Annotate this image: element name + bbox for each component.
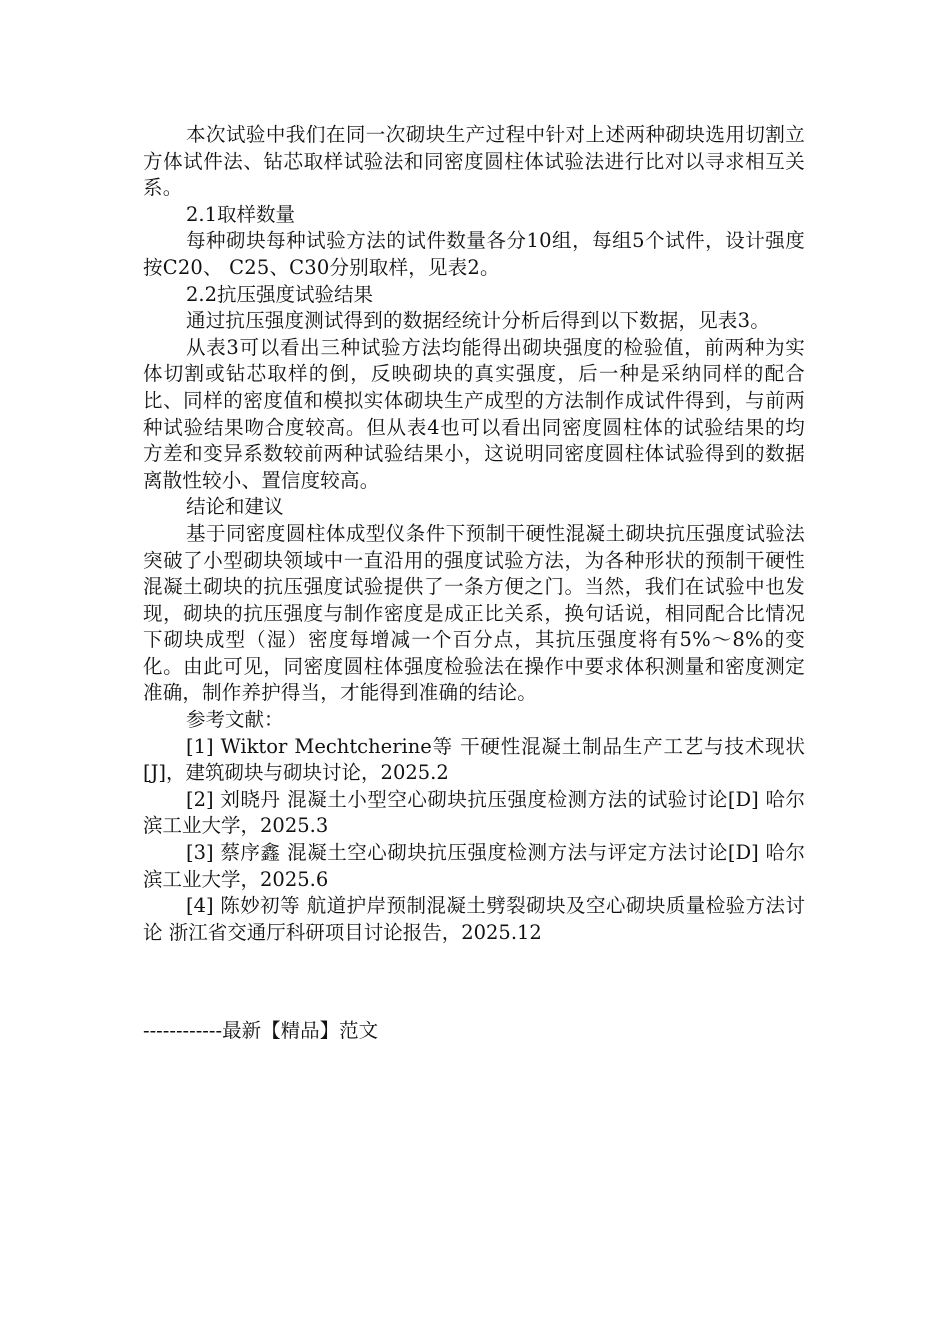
paragraph-sample-count: 每种砌块每种试验方法的试件数量各分10组，每组5个试件，设计强度按C20、 C25、C30分别取样，见表2。 bbox=[143, 229, 805, 279]
heading-test-results: 2.2抗压强度试验结果 bbox=[186, 282, 374, 306]
paragraph-conclusion: 基于同密度圆柱体成型仪条件下预制干硬性混凝土砌块抗压强度试验法突破了小型砌块领域中一直沿用的强度试验方法，为各种形状的预制干硬性混凝土砌块的抗压强度试验提供了一条方便之门。当然，我们在试验中也发现，砌块的抗压强度与制作密度是成正比关系，换句话说，相同配合比情况下砌块成型（湿）密度每增减一个百分点，其抗压强度将有5%～8%的变化。由此可见，同密度圆柱体强度检验法在操作中要求体积测量和密度测定准确，制作养护得当，才能得到准确的结论。 bbox=[143, 521, 805, 705]
paragraph-intro: 本次试验中我们在同一次砌块生产过程中针对上述两种砌块选用切割立方体试件法、钻芯取样试验法和同密度圆柱体试验法进行比对以寻求相互关系。 bbox=[143, 123, 805, 200]
heading-references: 参考文献： bbox=[186, 708, 284, 732]
reference-item-3: [3] 蔡序鑫 混凝土空心砌块抗压强度检测方法与评定方法讨论[D] 哈尔滨工业大学，2025.6 bbox=[143, 841, 805, 891]
heading-sample-count: 2.1取样数量 bbox=[186, 202, 296, 226]
paragraph-test-results: 通过抗压强度测试得到的数据经统计分析后得到以下数据，见表3。 bbox=[186, 309, 770, 333]
reference-item-4: [4] 陈妙初等 航道护岸预制混凝土劈裂砌块及空心砌块质量检验方法讨论 浙江省交通厅科研项目讨论报告，2025.12 bbox=[143, 894, 805, 944]
heading-conclusion: 结论和建议 bbox=[186, 495, 284, 519]
reference-item-2: [2] 刘晓丹 混凝土小型空心砌块抗压强度检测方法的试验讨论[D] 哈尔滨工业大学，2025.3 bbox=[143, 787, 805, 838]
reference-item-1: [1] Wiktor Mechtcherine等 干硬性混凝土制品生产工艺与技术现状[J]，建筑砌块与砌块讨论，2025.2 bbox=[143, 734, 805, 785]
footer-text: ------------最新【精品】范文 bbox=[143, 1019, 379, 1042]
document-body bbox=[143, 122, 805, 946]
paragraph-analysis: 从表3可以看出三种试验方法均能得出砌块强度的检验值，前两种为实体切割或钻芯取样的倒，反映砌块的真实强度，后一种是采纳同样的配合比、同样的密度值和模拟实体砌块生产成型的方法制作成试件得到，与前两种试验结果吻合度较高。但从表4也可以看出同密度圆柱体的试验结果的均方差和变异系数较前两种试验结果小，这说明同密度圆柱体试验得到的数据离散性较小、置信度较高。 bbox=[143, 335, 805, 492]
